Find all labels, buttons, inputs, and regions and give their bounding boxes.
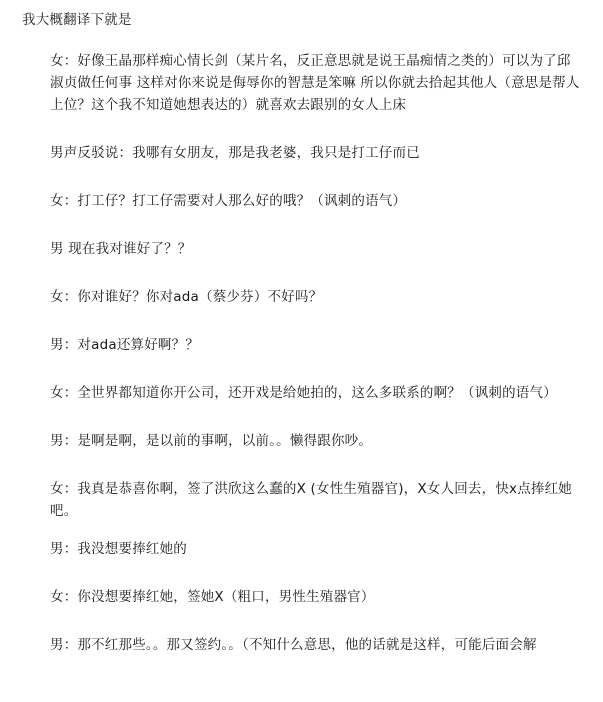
- dialogue-list: [22, 50, 581, 656]
- dialogue-line: 男：是啊是啊，是以前的事啊，以前。。懒得跟你吵。: [50, 433, 373, 449]
- dialogue-line: 男：对ada还算好啊？？: [50, 337, 200, 353]
- dialogue-line: 女：好像王晶那样痴心情长剑（某片名，反正意思就是说王晶痴情之类的）可以为了邱淑贞做任何事 这样对你来说是侮辱你的智慧是笨嘛 所以你就去拾起其他人（意思是帮人上位？这个我不知道她想表达的）就喜欢去跟别的女人上床: [50, 53, 580, 113]
- intro-paragraph: 我大概翻译下就是: [22, 12, 132, 28]
- dialogue-line: 男：我没想要捧红她的: [50, 541, 187, 557]
- dialogue-line: 女：打工仔？打工仔需要对人那么好的哦？（讽刺的语气）: [50, 193, 407, 209]
- dialogue-line: 男：那不红那些。。那又签约。。（不知什么意思，他的话就是这样，可能后面会解: [50, 637, 537, 653]
- dialogue-line: 女：你没想要捧红她，签她X（粗口，男性生殖器官）: [50, 589, 375, 605]
- dialogue-line: 女：我真是恭喜你啊，签了洪欣这么蠢的X (女性生殖器官)，X女人回去，快x点捧红她吧。: [50, 481, 573, 519]
- dialogue-line: 男声反驳说：我哪有女朋友，那是我老婆，我只是打工仔而已: [50, 145, 420, 161]
- dialogue-line: 女：全世界都知道你开公司，还开戏是给她拍的，这么多联系的啊？（讽刺的语气）: [50, 385, 557, 401]
- dialogue-line: 女：你对谁好？你对ada（蔡少芬）不好吗？: [50, 289, 323, 305]
- dialogue-line: 男 现在我对谁好了？？: [50, 241, 192, 257]
